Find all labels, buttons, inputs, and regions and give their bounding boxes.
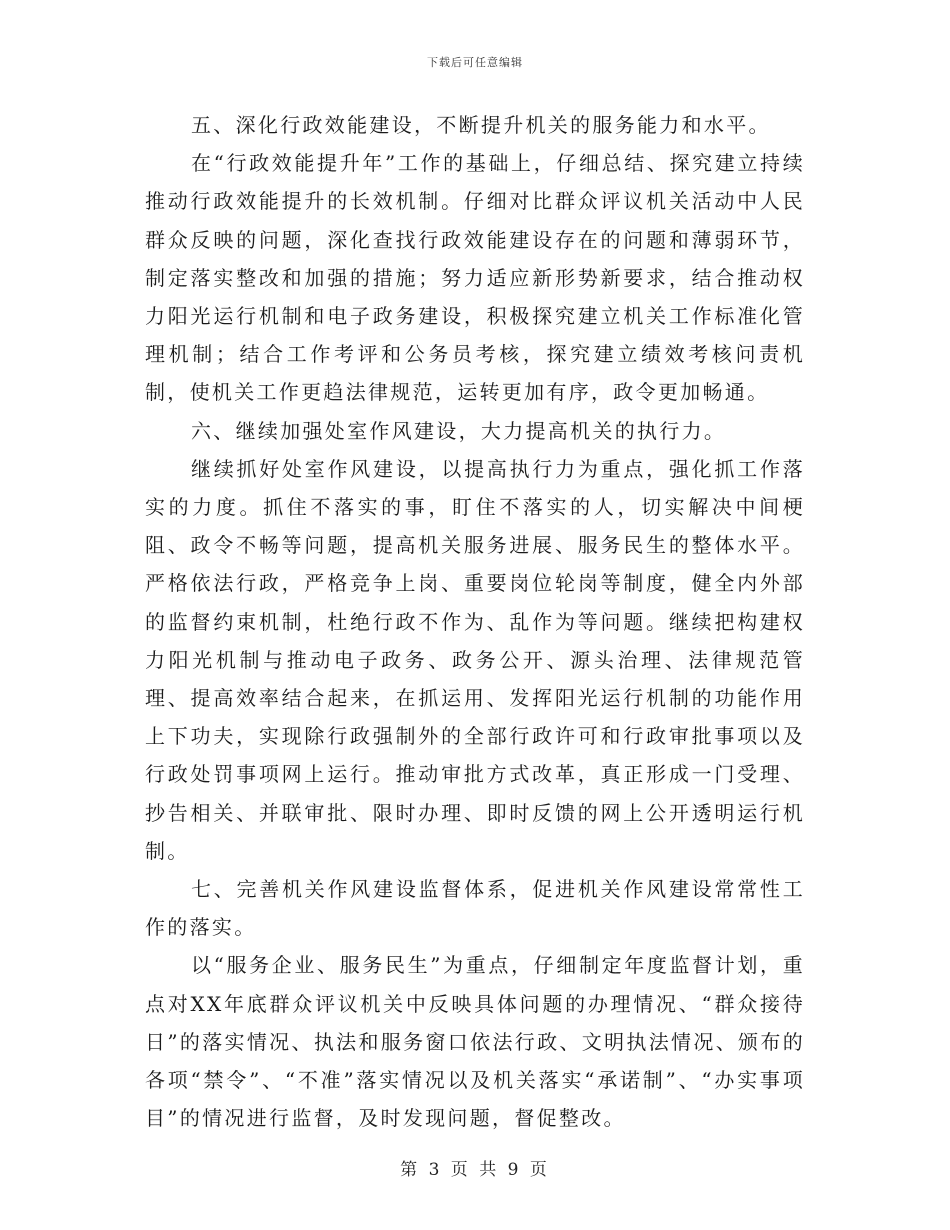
page-number-footer: 第 3 页 共 9 页 [400, 1160, 550, 1180]
section-heading-six: 六、继续加强处室作风建设，大力提高机关的执行力。 [191, 418, 727, 443]
section-heading-five: 五、深化行政效能建设，不断提升机关的服务能力和水平。 [191, 113, 771, 137]
header-note: 下载后可任意编辑 [427, 56, 523, 69]
section-body-five: 在“行政效能提升年”工作的基础上，仔细总结、探究建立持续推动行政效能提升的长效机制。仔细对比群众评议机关活动中人民群众反映的问题，深化查找行政效能建设存在的问题和薄弱环节，制定落实整改和加强的措施；努力适应新形势新要求，结合推动权力阳光运行机制和电子政务建设，积极探究建立机关工作标准化管理机制；结合工作考评和公务员考核，探究建立绩效考核问责机制，使机关工作更趋法律规范，运转更加有序，政令更加畅通。 [145, 151, 805, 405]
section-heading-seven: 七、完善机关作风建设监督体系，促进机关作风建设常常性工作的落实。 [145, 877, 805, 940]
document-body [145, 106, 805, 1137]
section-body-seven: 以“服务企业、服务民生”为重点，仔细制定年度监督计划，重点对XX年底群众评议机关中反映具体问题的办理情况、“群众接待日”的落实情况、执法和服务窗口依法行政、文明执法情况、颁布的各项“禁令”、“不准”落实情况以及机关落实“承诺制”、“办实事项目”的情况进行监督，及时发现问题，督促整改。 [145, 953, 805, 1131]
section-body-six: 继续抓好处室作风建设，以提高执行力为重点，强化抓工作落实的力度。抓住不落实的事，盯住不落实的人，切实解决中间梗阻、政令不畅等问题，提高机关服务进展、服务民生的整体水平。严格依法行政，严格竞争上岗、重要岗位轮岗等制度，健全内外部的监督约束机制，杜绝行政不作为、乱作为等问题。继续把构建权力阳光机制与推动电子政务、政务公开、源头治理、法律规范管理、提高效率结合起来，在抓运用、发挥阳光运行机制的功能作用上下功夫，实现除行政强制外的全部行政许可和行政审批事项以及行政处罚事项网上运行。推动审批方式改革，真正形成一门受理、抄告相关、并联审批、限时办理、即时反馈的网上公开透明运行机制。 [145, 456, 805, 863]
